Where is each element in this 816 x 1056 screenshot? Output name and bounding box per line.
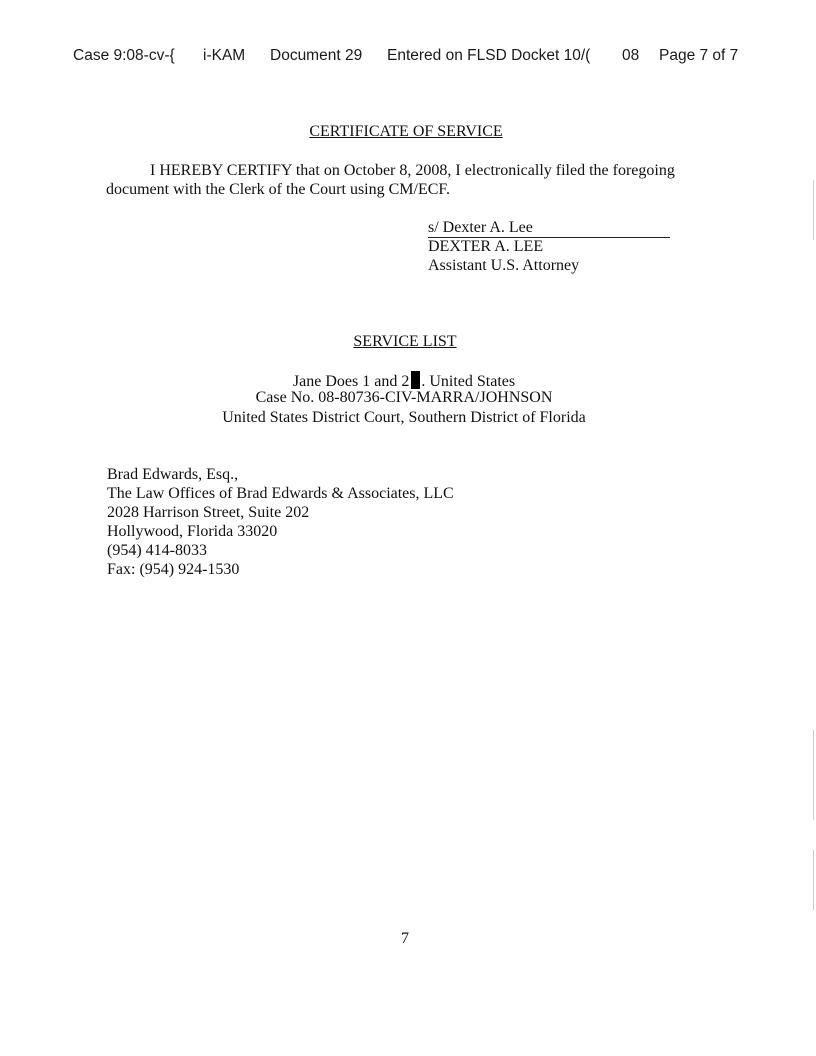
certificate-body-line-1: I HEREBY CERTIFY that on October 8, 2008, I electronically filed the foregoing: [150, 162, 675, 179]
scan-edge-mark: [813, 180, 814, 240]
recipient-fax: Fax: (954) 924-1530: [107, 561, 240, 578]
recipient-street: 2028 Harrison Street, Suite 202: [107, 504, 310, 521]
signatory-title: Assistant U.S. Attorney: [428, 257, 580, 274]
header-case-number: Case 9:08-cv-{: [73, 47, 175, 64]
header-entered-docket: Entered on FLSD Docket 10/(: [387, 47, 591, 64]
certificate-title: CERTIFICATE OF SERVICE: [309, 123, 503, 140]
recipient-phone: (954) 414-8033: [107, 542, 207, 559]
scan-edge-mark: [813, 730, 814, 820]
electronic-signature: s/ Dexter A. Lee: [428, 219, 533, 236]
court-name: United States District Court, Southern District of Florida: [222, 409, 586, 426]
docket-header: [0, 47, 816, 69]
case-caption: [0, 371, 808, 391]
header-page-indicator: Page 7 of 7: [659, 47, 739, 64]
header-judge-initials: i-KAM: [203, 47, 246, 64]
recipient-city: Hollywood, Florida 33020: [107, 523, 278, 540]
redaction-block: [411, 371, 420, 389]
signatory-name: DEXTER A. LEE: [428, 238, 544, 255]
recipient-name: Brad Edwards, Esq.,: [107, 466, 239, 483]
page-number: 7: [401, 930, 409, 947]
recipient-firm: The Law Offices of Brad Edwards & Associates, LLC: [107, 485, 454, 502]
case-caption-defendant: . United States: [421, 373, 516, 390]
case-number: Case No. 08-80736-CIV-MARRA/JOHNSON: [255, 389, 553, 406]
header-date-fragment: 08: [622, 47, 640, 64]
scan-edge-mark: [813, 850, 814, 910]
service-list-title: SERVICE LIST: [353, 333, 457, 350]
case-caption-plaintiffs: Jane Does 1 and 2: [292, 373, 410, 390]
header-document-number: Document 29: [270, 47, 363, 64]
certificate-body-line-2: document with the Clerk of the Court using CM/ECF.: [106, 181, 451, 198]
